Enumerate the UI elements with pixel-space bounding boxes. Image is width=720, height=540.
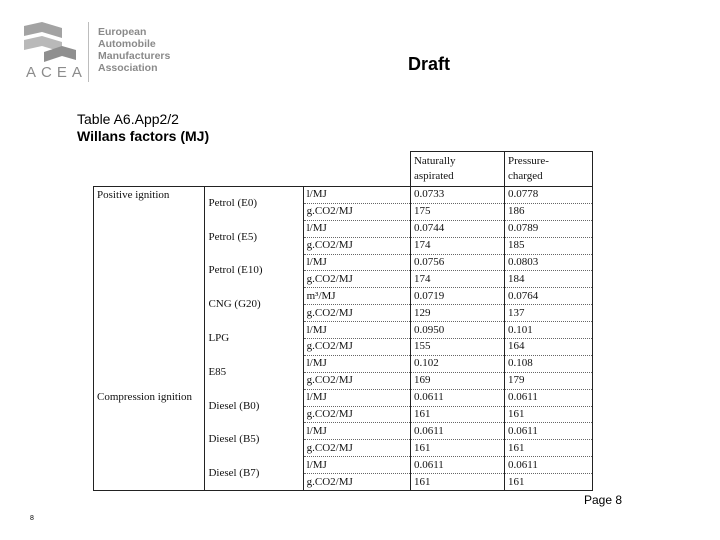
page-number: Page 8 <box>584 493 623 507</box>
category-cell <box>94 322 205 356</box>
fuel-cell: Petrol (E5) <box>205 220 303 254</box>
column-header-line: Pressure- <box>508 155 549 167</box>
value-cell: 161 <box>505 440 593 457</box>
table-row <box>94 220 593 237</box>
fuel-cell: Petrol (E10) <box>205 254 303 288</box>
value-cell: 0.0744 <box>410 220 504 237</box>
value-cell: 0.0611 <box>410 457 504 474</box>
unit-cell: g.CO2/MJ <box>303 406 410 423</box>
org-name-line: Manufacturers <box>98 50 171 62</box>
table-row <box>94 288 593 305</box>
value-cell: 161 <box>505 406 593 423</box>
value-cell: 0.0611 <box>505 423 593 440</box>
org-name-line: European <box>98 26 147 38</box>
value-cell: 0.0611 <box>505 457 593 474</box>
fuel-cell: E85 <box>205 355 303 389</box>
unit-cell: l/MJ <box>303 457 410 474</box>
value-cell: 0.0778 <box>505 187 593 204</box>
willans-table <box>93 151 593 491</box>
table-label: Table A6.App2/2 <box>77 111 179 127</box>
value-cell: 175 <box>410 203 504 220</box>
table-row <box>94 355 593 372</box>
value-cell: 0.0789 <box>505 220 593 237</box>
value-cell: 0.0764 <box>505 288 593 305</box>
value-cell: 0.0611 <box>410 389 504 406</box>
value-cell: 0.0719 <box>410 288 504 305</box>
unit-cell: l/MJ <box>303 355 410 372</box>
category-cell: Compression ignition <box>94 389 205 423</box>
category-cell: Positive ignition <box>94 187 205 221</box>
value-cell: 184 <box>505 271 593 288</box>
unit-cell: g.CO2/MJ <box>303 440 410 457</box>
value-cell: 161 <box>505 474 593 491</box>
value-cell: 179 <box>505 372 593 389</box>
draft-label: Draft <box>408 54 451 74</box>
slide-number: 8 <box>30 515 34 522</box>
unit-cell: l/MJ <box>303 322 410 339</box>
value-cell: 161 <box>410 474 504 491</box>
category-cell <box>94 220 205 254</box>
category-cell <box>94 254 205 288</box>
column-header <box>505 152 593 187</box>
value-cell: 161 <box>410 406 504 423</box>
table-row <box>94 187 593 204</box>
category-cell <box>94 423 205 457</box>
value-cell: 185 <box>505 237 593 254</box>
table-row <box>94 423 593 440</box>
unit-cell: g.CO2/MJ <box>303 237 410 254</box>
table-row <box>94 457 593 474</box>
org-name-line: Automobile <box>98 38 156 50</box>
org-name <box>98 26 170 74</box>
org-name-line: Association <box>98 62 158 74</box>
value-cell: 0.0756 <box>410 254 504 271</box>
fuel-cell: CNG (G20) <box>205 288 303 322</box>
value-cell: 0.102 <box>410 355 504 372</box>
acea-logo-mark-icon <box>22 20 78 64</box>
column-header <box>410 152 504 187</box>
value-cell: 174 <box>410 271 504 288</box>
category-cell <box>94 288 205 322</box>
value-cell: 0.0950 <box>410 322 504 339</box>
column-header-line: Naturally <box>413 155 456 167</box>
table-row <box>94 389 593 406</box>
fuel-cell: Petrol (E0) <box>205 187 303 221</box>
value-cell: 0.0611 <box>505 389 593 406</box>
unit-cell: g.CO2/MJ <box>303 474 410 491</box>
unit-cell: g.CO2/MJ <box>303 203 410 220</box>
table-title: Willans factors (MJ) <box>77 128 210 144</box>
fuel-cell: Diesel (B5) <box>205 423 303 457</box>
unit-cell: g.CO2/MJ <box>303 339 410 356</box>
logo-divider <box>88 22 89 82</box>
table-row <box>94 322 593 339</box>
fuel-cell: Diesel (B7) <box>205 457 303 491</box>
fuel-cell: LPG <box>205 322 303 356</box>
column-header-line: aspirated <box>413 170 454 182</box>
value-cell: 174 <box>410 237 504 254</box>
value-cell: 0.101 <box>505 322 593 339</box>
unit-cell: g.CO2/MJ <box>303 305 410 322</box>
value-cell: 169 <box>410 372 504 389</box>
value-cell: 129 <box>410 305 504 322</box>
value-cell: 0.0611 <box>410 423 504 440</box>
unit-cell: m³/MJ <box>303 288 410 305</box>
unit-cell: l/MJ <box>303 389 410 406</box>
willans-table-image <box>93 151 593 488</box>
value-cell: 0.0733 <box>410 187 504 204</box>
unit-cell: l/MJ <box>303 187 410 204</box>
acea-logo <box>22 20 182 84</box>
unit-cell: l/MJ <box>303 220 410 237</box>
category-cell <box>94 355 205 389</box>
value-cell: 137 <box>505 305 593 322</box>
value-cell: 0.108 <box>505 355 593 372</box>
table-row <box>94 254 593 271</box>
unit-cell: l/MJ <box>303 423 410 440</box>
value-cell: 0.0803 <box>505 254 593 271</box>
value-cell: 164 <box>505 339 593 356</box>
unit-cell: g.CO2/MJ <box>303 271 410 288</box>
value-cell: 155 <box>410 339 504 356</box>
column-header-line: charged <box>508 170 543 182</box>
unit-cell: l/MJ <box>303 254 410 271</box>
value-cell: 186 <box>505 203 593 220</box>
fuel-cell: Diesel (B0) <box>205 389 303 423</box>
category-cell <box>94 457 205 491</box>
acea-logo-letters: ACEA <box>26 64 87 81</box>
value-cell: 161 <box>410 440 504 457</box>
unit-cell: g.CO2/MJ <box>303 372 410 389</box>
